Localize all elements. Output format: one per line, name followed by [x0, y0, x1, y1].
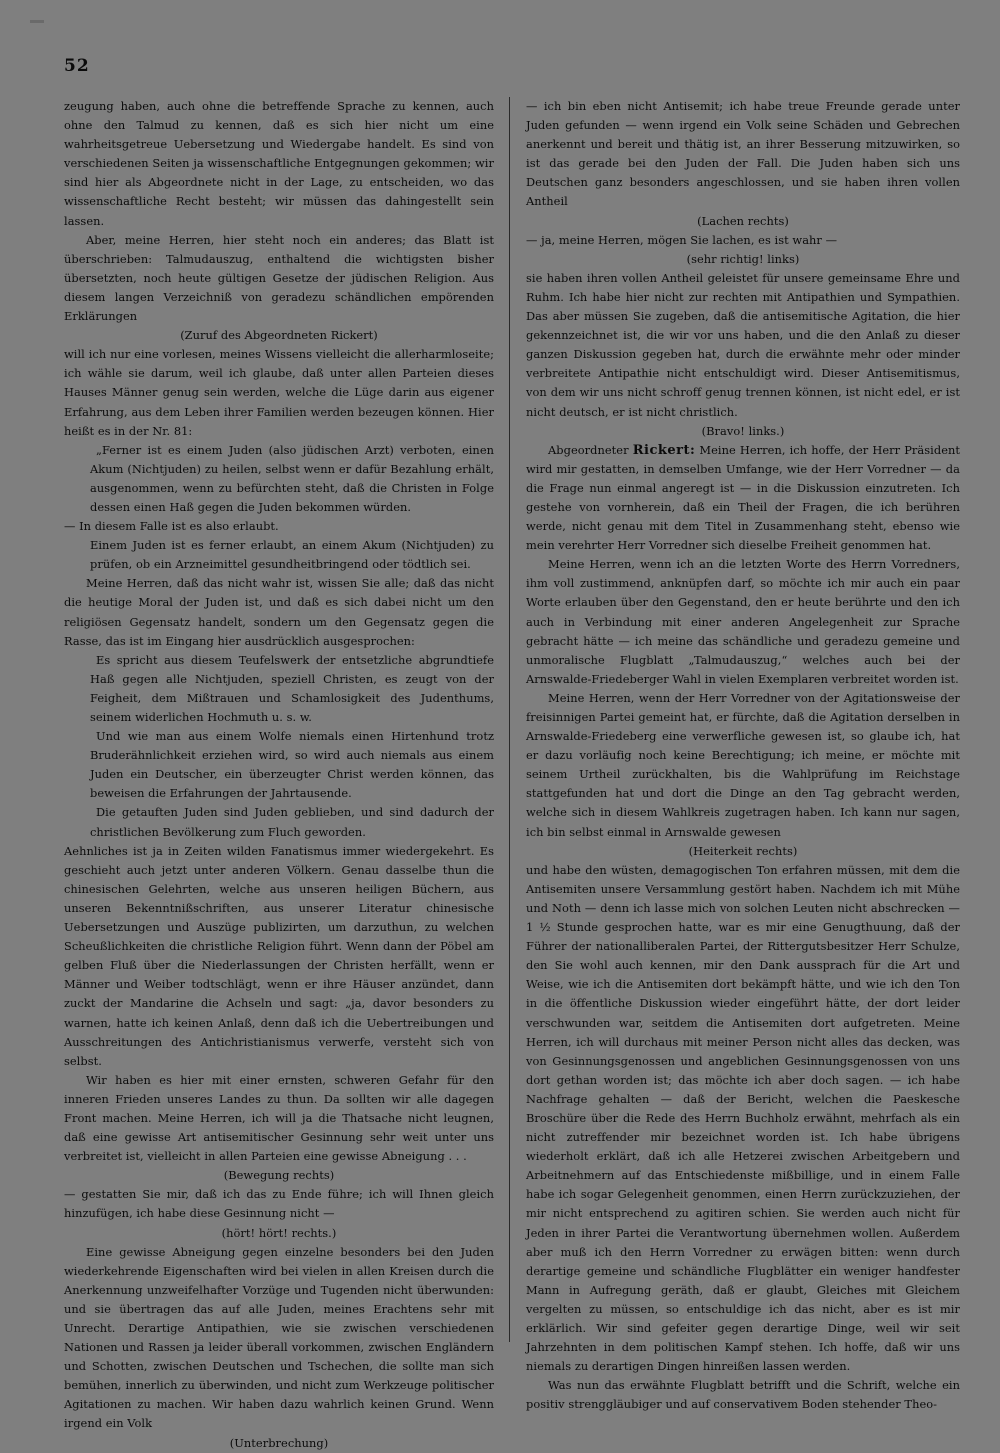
quoted-passage: Die getauften Juden sind Juden geblieben, und sind dadurch der christlichen Bevölkerung zum Fluch geworden.	[90, 805, 494, 839]
body-paragraph: Meine Herren, daß das nicht wahr ist, wissen Sie alle; daß das nicht die heutige Moral der Juden ist, und daß es sich dabei nicht um den religiösen Gegensatz handelt, sondern um den Gegensatz gegen die Rasse, das ist im Eingang hier ausdrücklich ausgesprochen:	[64, 576, 494, 648]
stage-direction: (Bewegung rechts)	[223, 1168, 335, 1183]
stage-direction: (sehr richtig! links)	[686, 251, 800, 266]
speaker-name: Rickert:	[632, 442, 696, 458]
quoted-passage: Und wie man aus einem Wolfe niemals einen Hirtenhund trotz Bruderähnlichkeit erziehen wird, so wird auch niemals aus einem Juden ein Deutscher, ein überzeugter Christ werden können, das beweisen die Erfahrungen der Jahrtausende.	[90, 729, 494, 801]
stage-direction: (hört! hört! rechts.)	[221, 1225, 337, 1240]
body-paragraph: zeugung haben, auch ohne die betreffende Sprache zu kennen, auch ohne den Talmud zu kennen, daß es sich hier nicht um eine wahrheitsgetreue Uebersetzung und Wiedergabe handelt. Es sind von verschiedenen Seiten ja wissenschaftliche Entgegnungen gekommen; wir sind hier als Abgeordnete nicht in der Lage, zu entscheiden, wo das wissenschaftliche Recht besteht; wir müssen das dahingestellt sein lassen.	[64, 99, 494, 228]
body-paragraph: will ich nur eine vorlesen, meines Wissens vielleicht die allerharmloseite; ich wähle sie darum, weil ich glaube, daß unter allen Parteien dieses Hauses Männer genug sein werden, welche die Lüge darin aus eigener Erfahrung, aus dem Leben ihrer Familien werden bezeugen können. Hier heißt es in der Nr. 81:	[64, 347, 494, 438]
body-paragraph: Aber, meine Herren, hier steht noch ein anderes; das Blatt ist überschrieben: Talmudauszug, enthaltend die wichtigsten bisher übersetzten, noch heute gültigen Gesetze der jüdischen Religion. Aus diesem langen Verzeichniß von geradezu schändlichen empörenden Erklärungen	[64, 232, 494, 324]
quoted-passage: „Ferner ist es einem Juden (also jüdischen Arzt) verboten, einen Akum (Nichtjuden) zu heilen, selbst wenn er dafür Bezahlung erhält, ausgenommen, wenn zu befürchten steht, daß die Christen in Folge dessen einen Haß gegen die Juden bekommen würden.	[90, 442, 494, 514]
body-paragraph: Eine gewisse Abneigung gegen einzelne besonders bei den Juden wiederkehrende Eigenschaften wird bei vielen in allen Kreisen durch die Anerkennung unzweifelhafter Vorzüge und Tugenden nicht überwunden: und sie übertragen das auf alle Juden, meines Erachtens sehr mit Unrecht. Derartige Antipathien, wie sie zwischen verschiedenen Nationen und Rassen ja leider überall vorkommen, zwischen Engländern und Schotten, zwischen Deutschen und Tschechen, die sollte man sich bemühen, innerlich zu überwinden, und nicht zum Werkzeuge politischer Agitationen zu machen. Wir haben dazu wahrlich keinen Grund. Wenn irgend ein Volk	[64, 1244, 494, 1431]
stage-direction: (Zuruf des Abgeordneten Rickert)	[180, 328, 378, 343]
quoted-passage: Es spricht aus diesem Teufelswerk der entsetzliche abgrundtiefe Haß gegen alle Nichtjuden, speziell Christen, es zeugt von der Feigheit, dem Mißtrauen und Schamlosigkeit des Judenthums, seinem widerlichen Hochmuth u. s. w.	[90, 652, 494, 724]
body-paragraph: sie haben ihren vollen Antheil geleistet für unsere gemeinsame Ehre und Ruhm. Ich habe hier nicht zur rechten mit Antipathien und Sympathien. Das aber müssen Sie zugeben, daß die antisemitische Agitation, die hier gekennzeichnet ist, die wir vor uns haben, und die den Anlaß zu dieser ganzen Diskussion gegeben hat, durch die erwähnte mehr oder minder verbreitete Antipathie nicht entschuldigt wird. Dieser Antisemitismus, von dem wir uns nicht schroff genug trennen können, ist nicht edel, er ist nicht deutsch, er ist nicht christlich.	[526, 270, 960, 419]
body-paragraph: — ich bin eben nicht Antisemit; ich habe treue Freunde gerade unter Juden gefunden — wenn irgend ein Volk seine Schäden und Gebrechen anerkennt und bereit und thätig ist, an ihrer Besserung mitzuwirken, so ist das gerade bei den Juden der Fall. Die Juden haben sich uns Deutschen ganz besonders angeschlossen, und sie haben ihren vollen Antheil	[526, 99, 960, 209]
body-paragraph: — In diesem Falle ist es also erlaubt.	[64, 519, 279, 534]
body-paragraph: Meine Herren, wenn der Herr Vorredner von der Agitationsweise der freisinnigen Partei gemeint hat, er fürchte, daß die Agitation derselben in Arnswalde-Friedeberg eine verwerfliche gewesen ist, so glaube ich, hat er dazu vorläufig noch keine Berechtigung; ich meine, er möchte mit seinem Urtheil zurückhalten, bis die Wahlprüfung im Reichstage stattgefunden hat und dort die Dinge an den Tag gebracht werden, welche sich in diesem Wahlkreis zugetragen haben. Ich kann nur sagen, ich bin selbst einmal in Arnswalde gewesen	[526, 690, 960, 839]
body-paragraph: Aehnliches ist ja in Zeiten wilden Fanatismus immer wiedergekehrt. Es geschieht auch jetzt unter anderen Völkern. Genau dasselbe thun die chinesischen Gelehrten, welche aus unseren heiligen Büchern, aus unseren Bekenntnißschriften, aus unserer Literatur chinesische Uebersetzungen und Auszüge publizirten, um darzuthun, zu welchen Scheußlichkeiten die christliche Religion führt. Wenn dann der Pöbel am gelben Fluß über die Niederlassungen der Christen herfällt, wenn er Männer und Weiber todtschlägt, wenn er ihre Häuser anzündet, dann zuckt der Mandarine die Achseln und sagt: „ja, davor besonders zu warnen, hatte ich keinen Anlaß, denn daß ich die Uebertreibungen und Ausschreitungen des Antichristianismus verwerfe, versteht sich von selbst.	[64, 843, 494, 1068]
speaker-text: Meine Herren, ich hoffe, der Herr Präsident wird mir gestatten, in demselben Umfange, wie der Herr Vorredner — da die Frage nun einmal angeregt ist — in die Diskussion einzutreten. Ich gestehe von vornherein, daß ein Theil der Fragen, die ich berühren werde, nicht genau mit dem Titel in Zusammenhang steht, ebenso wie mein verehrter Herr Vorredner sich dieselbe Freiheit genommen hat.	[526, 442, 961, 553]
stage-direction: (Lachen rechts)	[697, 213, 789, 228]
quoted-passage: Einem Juden ist es ferner erlaubt, an einem Akum (Nichtjuden) zu prüfen, ob ein Arzneimittel gesundheitbringend oder tödtlich sei.	[90, 538, 494, 572]
left-column	[64, 97, 494, 1453]
scan-smudge	[30, 20, 44, 23]
body-paragraph: — ja, meine Herren, mögen Sie lachen, es ist wahr —	[526, 232, 838, 247]
body-paragraph: Wir haben es hier mit einer ernsten, schweren Gefahr für den inneren Frieden unseres Landes zu thun. Da sollten wir alle dagegen Front machen. Meine Herren, ich will ja die Thatsache nicht leugnen, daß eine gewisse Art antisemitischer Gesinnung sehr weit unter uns verbreitet ist, vielleicht in allen Parteien eine gewisse Abneigung . . .	[64, 1072, 494, 1164]
speaker-paragraph	[526, 441, 960, 556]
column-divider	[509, 97, 510, 1342]
right-column	[526, 97, 960, 1414]
stage-direction: (Heiterkeit rechts)	[688, 843, 798, 858]
body-paragraph: Was nun das erwähnte Flugblatt betrifft und die Schrift, welche ein positiv strenggläubiger und auf conservativem Boden stehender Theo-	[526, 1378, 960, 1412]
body-paragraph: Meine Herren, wenn ich an die letzten Worte des Herrn Vorredners, ihm voll zustimmend, anknüpfen darf, so möchte ich mir auch ein paar Worte erlauben über den Gegenstand, den er heute berührte und den ich auch in Verbindung mit einer anderen Angelegenheit zur Sprache gebracht hätte — ich meine das schändliche und geradezu gemeine und unmoralische Flugblatt „Talmudauszug,“ welches auch bei der Arnswalde-Friedeberger Wahl in vielen Exemplaren verbreitet worden ist.	[526, 557, 960, 686]
page-number: 52	[64, 56, 90, 76]
stage-direction: (Bravo! links.)	[701, 423, 785, 438]
stage-direction: (Unterbrechung)	[229, 1435, 329, 1450]
body-paragraph: und habe den wüsten, demagogischen Ton erfahren müssen, mit dem die Antisemiten unsere Versammlung gestört haben. Nachdem ich mit Mühe und Noth — denn ich lasse mich von solchen Leuten nicht abschrecken — 1 ½ Stunde gesprochen hatte, war es mir eine Genugthuung, daß der Führer der nationalliberalen Partei, der Rittergutsbesitzer Herr Schulze, den Sie wohl auch kennen, mir den Dank aussprach für die Art und Weise, wie ich die Antisemiten dort bekämpft hätte, und wie ich den Ton in die öffentliche Diskussion wieder eingeführt hätte, der dort leider verschwunden war, seitdem die Antisemiten dort aufgetreten. Meine Herren, ich will durchaus mit meiner Person nicht alles das decken, was von Gesinnungsgenossen und angeblichen Gesinnungsgenossen von uns dort gethan worden ist; das möchte ich aber doch sagen. — ich habe Nachfrage gehalten — daß der Bericht, welchen die Paeskesche Broschüre über die Rede des Herrn Buchholz erwähnt, mehrfach als ein nicht zutreffender mir bezeichnet worden ist. Ich habe übrigens wiederholt erklärt, daß ich alle Hetzerei zwischen Arbeitgebern und Arbeitnehmern auf das Entschiedenste mißbillige, und in einem Falle habe ich sogar Gelegenheit genommen, einen Herrn zurückzuziehen, der mir nicht entsprechend zu agitiren schien. Sie werden auch nicht für Jeden in ihrer Partei die Verantwortung übernehmen wollen. Außerdem aber muß ich den Herrn Vorredner zu erwägen bitten: wenn durch derartige gemeine und schändliche Flugblätter ein weniger handfester Mann in Aufregung geräth, daß er glaubt, Gleiches mit Gleichem vergelten zu müssen, so entschuldige ich das nicht, aber es ist mir erklärlich. Wir sind gefeiter gegen derartige Dinge, weil wir seit Jahrzehnten in dem politischen Kampf stehen. Ich hoffe, daß wir uns niemals zu derartigen Dingen hinreißen lassen werden.	[526, 862, 960, 1374]
body-paragraph: — gestatten Sie mir, daß ich das zu Ende führe; ich will Ihnen gleich hinzufügen, ich habe diese Gesinnung nicht —	[64, 1187, 494, 1221]
speaker-title: Abgeordneter	[548, 442, 629, 457]
